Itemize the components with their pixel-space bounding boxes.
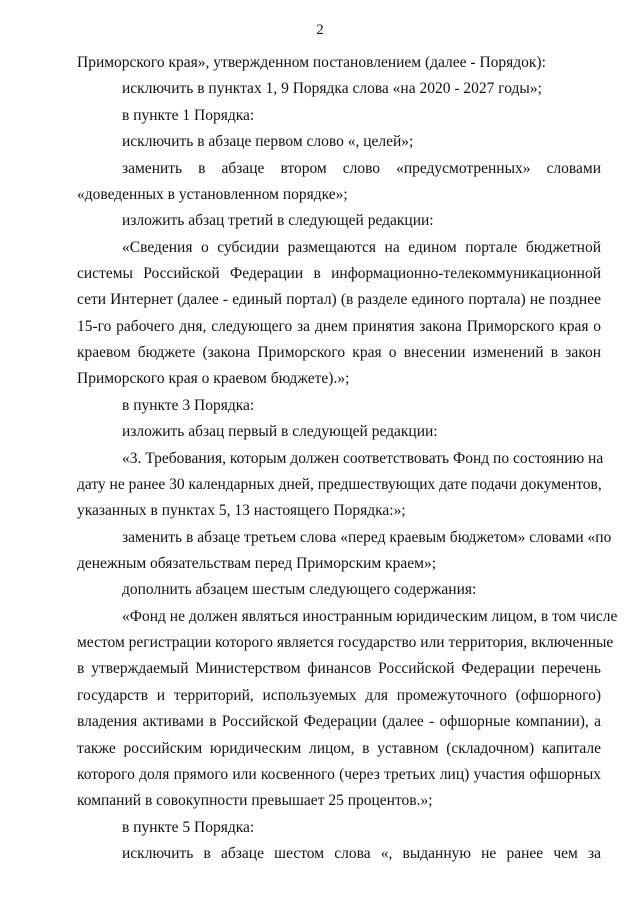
text-line: изложить абзац первый в следующей редакции: <box>122 423 438 440</box>
text-line: исключить в абзаце первом слово «, целей»; <box>122 133 414 150</box>
text-line: «Фонд не должен являться иностранным юридическим лицом, в том числе <box>122 608 618 625</box>
page-number: 2 <box>316 22 324 38</box>
text-line: дополнить абзацем шестым следующего содержания: <box>122 581 477 598</box>
text-line: которого доля прямого или косвенного (через третьих лиц) участия офшорных <box>77 766 601 783</box>
text-line: владения активами в Российской Федерации (далее - офшорные компании), а <box>77 713 601 730</box>
text-line: денежным обязательствам перед Приморским краем»; <box>77 555 437 572</box>
text-line: дату не ранее 30 календарных дней, предшествующих дате подачи документов, <box>77 476 602 493</box>
text-line: местом регистрации которого является государство или территория, включенные <box>77 634 614 651</box>
text-line: заменить в абзаце втором слово «предусмотренных» словами <box>122 160 601 177</box>
text-line: «Сведения о субсидии размещаются на едином портале бюджетной <box>122 239 601 256</box>
text-line: в пункте 1 Порядка: <box>122 107 255 124</box>
text-line: указанных в пунктах 5, 13 настоящего Порядка:»; <box>77 502 406 519</box>
text-line: Приморского края о краевом бюджете).»; <box>77 370 350 387</box>
text-line: сети Интернет (далее - единый портал) (в разделе единого портала) не позднее <box>77 291 601 308</box>
text-line: в пункте 3 Порядка: <box>122 397 255 414</box>
text-line: системы Российской Федерации в информационно-телекоммуникационной <box>77 265 601 282</box>
text-line: исключить в пунктах 1, 9 Порядка слова «на 2020 - 2027 годы»; <box>122 80 542 97</box>
text-line: государств и территорий, используемых для промежуточного (офшорного) <box>77 687 601 704</box>
text-line: также российским юридическим лицом, в уставном (складочном) капитале <box>77 740 601 757</box>
text-line: «3. Требования, которым должен соответствовать Фонд по состоянию на <box>122 450 604 467</box>
text-line: изложить абзац третий в следующей редакции: <box>122 212 434 229</box>
text-line: в пункте 5 Порядка: <box>122 819 255 836</box>
text-line: краевом бюджете (закона Приморского края о внесении изменений в закон <box>77 344 601 361</box>
text-line: 15-го рабочего дня, следующего за днем принятия закона Приморского края о <box>77 318 601 335</box>
text-line: компаний в совокупности превышает 25 процентов.»; <box>77 792 433 809</box>
text-line: в утверждаемый Министерством финансов Российской Федерации перечень <box>77 660 601 677</box>
text-line: Приморского края», утвержденном постановлением (далее - Порядок): <box>77 54 546 71</box>
text-line: исключить в абзаце шестом слова «, выданную не ранее чем за <box>122 845 601 862</box>
text-line: «доведенных в установленном порядке»; <box>77 186 348 203</box>
text-line: заменить в абзаце третьем слова «перед краевым бюджетом» словами «по <box>122 529 612 546</box>
